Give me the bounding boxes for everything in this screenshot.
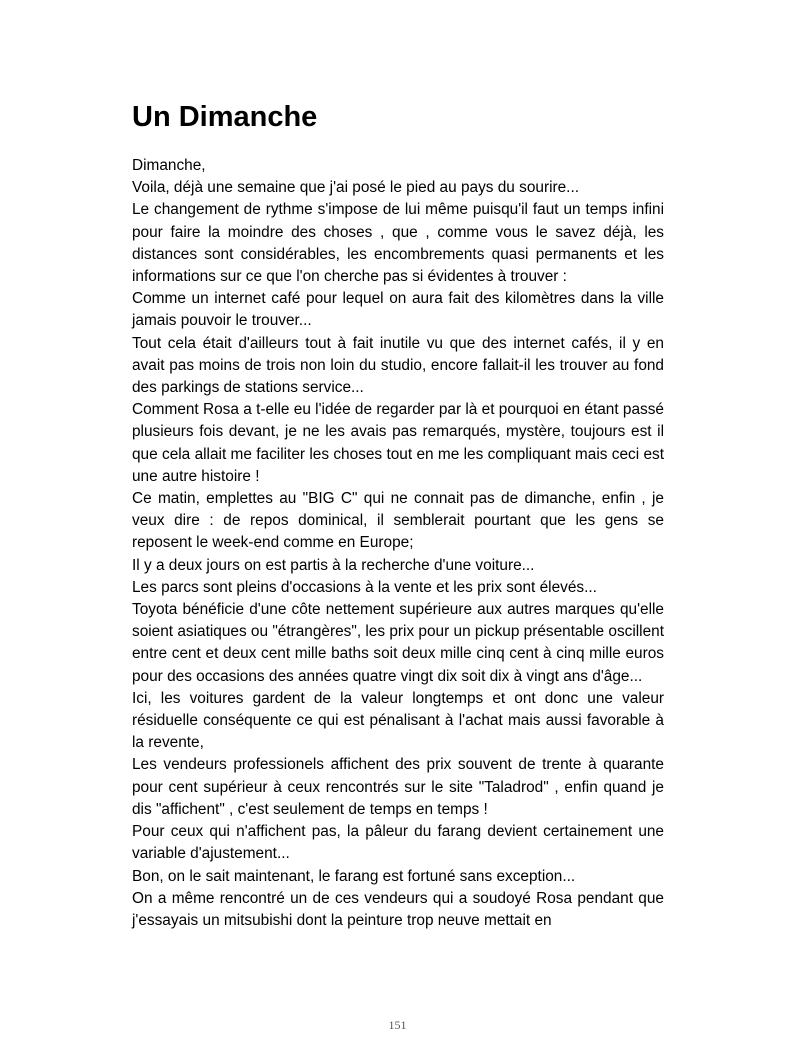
paragraph: Bon, on le sait maintenant, le farang est fortuné sans exception... bbox=[132, 867, 576, 885]
paragraph: Les parcs sont pleins d'occasions à la vente et les prix sont élevés... bbox=[132, 578, 597, 596]
paragraph: Ici, les voitures gardent de la valeur longtemps et ont donc une valeur résiduelle conséquente ce qui est pénalisant à l'achat mais aussi favorable à la revente, bbox=[132, 689, 664, 752]
paragraph: Tout cela était d'ailleurs tout à fait inutile vu que des internet cafés, il y en avait pas moins de trois non loin du studio, encore fallait-il les trouver au fond des parkings de stations service... bbox=[132, 334, 664, 397]
paragraph: Comme un internet café pour lequel on aura fait des kilomètres dans la ville jamais pouvoir le trouver... bbox=[132, 290, 664, 330]
paragraph: Le changement de rythme s'impose de lui même puisqu'il faut un temps infini pour faire la moindre des choses , que , comme vous le savez déjà, les distances sont considérables, les encombrements quasi permanents et les informations sur ce que l'on cherche pas si évidentes à trouver : bbox=[132, 201, 664, 286]
paragraph: Pour ceux qui n'affichent pas, la pâleur du farang devient certainement une variable d'ajustement... bbox=[132, 823, 664, 863]
paragraph: Voila, déjà une semaine que j'ai posé le pied au pays du sourire... bbox=[132, 179, 579, 197]
paragraph: Toyota bénéficie d'une côte nettement supérieure aux autres marques qu'elle soient asiatiques ou "étrangères", les prix pour un pickup présentable oscillent entre cent et deux cent mille baths soit deux mille cinq cent à cinq mille euros pour des occasions des années quatre vingt dix soit dix à vingt ans d'âge... bbox=[132, 601, 664, 685]
page-number: 151 bbox=[388, 1018, 407, 1032]
paragraph: Dimanche, bbox=[132, 157, 206, 174]
paragraph: Ce matin, emplettes au "BIG C" qui ne connait pas de dimanche, enfin , je veux dire : de repos dominical, il semblerait pourtant que les gens se reposent le week-end comme en Europe; bbox=[132, 490, 664, 552]
page-title: Un Dimanche bbox=[132, 101, 318, 133]
paragraph: Comment Rosa a t-elle eu l'idée de regarder par là et pourquoi en étant passé plusieurs fois devant, je ne les avais pas remarqués, mystère, toujours est il que cela allait me faciliter les choses tout en me les compliquant mais ceci est une autre histoire ! bbox=[132, 401, 664, 485]
paragraph: Il y a deux jours on est partis à la recherche d'une voiture... bbox=[132, 556, 535, 574]
paragraph: On a même rencontré un de ces vendeurs qui a soudoyé Rosa pendant que j'essayais un mitsubishi dont la peinture trop neuve mettait en bbox=[132, 889, 664, 929]
body-text bbox=[132, 155, 664, 932]
paragraph: Les vendeurs professionels affichent des prix souvent de trente à quarante pour cent supérieur à ceux rencontrés sur le site "Taladrod" , enfin quand je dis "affichent" , c'est seulement de temps en temps ! bbox=[132, 756, 664, 818]
